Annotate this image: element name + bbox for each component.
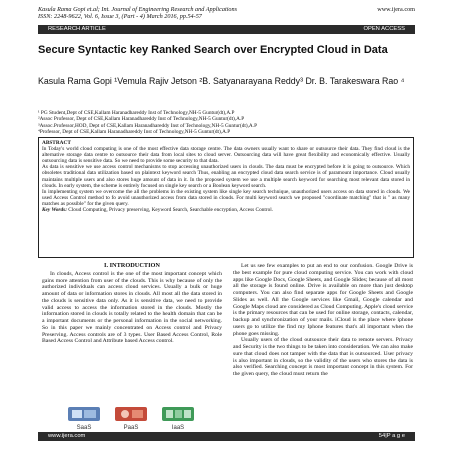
affiliation-2: ²Assoc Professor, Dept of CSE,Kallam Haranadhareddy Inst of Technology,NH-5 Guntur(dt),A.P	[38, 116, 245, 123]
journal-header	[38, 6, 415, 20]
keywords-text: Cloud Computing, Privacy preserving, Keyword Search, Searchable encryption, Access Control.	[68, 207, 274, 214]
abstract-paragraph-2: As data is sensitive we use access control mechanisms to stop accessing unauthorized users in clouds. The data must be encrypted before it is going to outsource. Which obsoletes traditional data utilization based on plaintext keyword search Thus, enabling an encrypted cloud data search service is of paramount importance. Cloud usually maintains multiple users and also stores huge amount of data in it. In the proposed system we use a multiple search keyword for searching most relevant data stored in clouds. In early system, the scheme is entirely focused on single key search or a Boolean keyword search.	[42, 164, 410, 189]
right-paragraph-2: Usually users of the cloud outsource their data to remote servers. Privacy and Security is the two things to be taken into consideration. We can also make sure that cloud does not tamper with the data that is outsourced. User privacy is also important in clouds, so the validity of the users who stores the data is also verified. Searching concept is most important concept in this system. For the given query, the cloud must return the	[233, 337, 413, 377]
abstract-paragraph-1: In Today's world cloud computing is one of the most effective data storage centre. The data owners usually want to share or outsource their data. They find cloud is the alternative storage data centre to outsource their data from local sites to cloud server. Outsourcing data will have great flexibility and economically effective. Usually outsourcing data is sensitive data. So we need to provide some security to that data.	[42, 146, 410, 165]
abstract-paragraph-3: In implementing system we overcome the all the problems in the existing system like single key search technique, unauthorized users access on data stored in clouds. We used Access Control method to fo avoid unauthorized access from data stored in clouds. For multi keyword search we proposed "coordinate matching" that is " as many matches as possible" for the given query.	[42, 188, 410, 207]
figure-label-iaas: IaaS	[171, 425, 185, 431]
page-footer	[38, 432, 415, 441]
figure-label-saas: SaaS	[76, 425, 92, 431]
affiliation-3: ³Assoc.Professor,HOD, Dept of CSE,Kallam Haranadhareddy Inst of Technology,NH-5 Guntur(dt),A.P	[38, 122, 258, 129]
research-article-label: RESEARCH ARTICLE	[48, 26, 106, 32]
left-column	[42, 263, 222, 345]
footer-site-link[interactable]: www.ijera.com	[48, 433, 86, 439]
right-column	[233, 263, 413, 378]
open-access-label: OPEN ACCESS	[363, 26, 405, 32]
right-paragraph-1: Let us see few examples to put an end to our confusion. Google Drive is the best example for pure cloud computing service. You can work with cloud apps like Google Docs, Google Sheets, and Google Slides; because of all most all the storage is found online. Drive is available on more than just desktop computers. You can also find separate apps for Google Sheets and Google Slides as well. All the Google services like Gmail, Google calendar and Google Maps cloud are considered as Cloud Computing. Apple's cloud service is the primary resources that can be used for online storage, contacts, calendar, backup and synchronization of your mails. iCloud is the place where iphone users go to utilize the find my Iphone features that's all important when the phone goes missing.	[233, 263, 413, 337]
citation-line-1: Kasula Rama Gopi et.al; Int. Journal of Engineering Research and Applications	[38, 6, 238, 13]
page-number: 54|P a g e	[378, 433, 405, 439]
figure-label-paas: PaaS	[123, 425, 139, 431]
affiliation-4: ⁴Professor, Dept of CSE,Kallam Haranadhareddy Inst of Technology,NH-5 Guntur(dt),A.P	[38, 129, 231, 136]
paper-title: Secure Syntactic key Ranked Search over Encrypted Cloud in Data	[38, 44, 388, 56]
citation-line-2: ISSN: 2248-9622, Vol. 6, Issue 3, (Part - 4) March 2016, pp.54-57	[38, 13, 202, 21]
section-heading-introduction: I. INTRODUCTION	[104, 262, 160, 269]
affiliations	[38, 110, 418, 136]
journal-site-link[interactable]: www.ijera.com	[377, 6, 415, 13]
abstract-heading: ABSTRACT	[42, 140, 71, 146]
article-banner	[38, 25, 415, 34]
keywords-label: Key Words:	[42, 207, 67, 214]
affiliation-1: ¹ PG Student,Dept of CSE,Kallam Haranadhareddy Inst of Technology,NH-5 Guntur(dt),A.P	[38, 110, 235, 116]
author-list: Kasula Rama Gopi ¹Vemula Rajiv Jetson ²B. Satyanarayana Reddy³ Dr. B. Tarakeswara Rao ⁴	[38, 76, 405, 86]
abstract-box	[38, 137, 414, 258]
cloud-services-figure	[56, 404, 206, 434]
intro-paragraph-1: In clouds, Access control is the one of the most important concept which gains more attention from user of the clouds. This is why because of only the authorized individuals can access cloud services. Usually a bulk or huge amount of data or information stores in clouds. All most all the data stored in the clouds is sensitive data only. As it is sensitive data, we need to provide valid access to access the information stored in the clouds. Mostly the information stored in clouds is totally related to the health domain that can be a important documents or the personal information in the social networking. So in this paper we mainly concentrated on Access control and Privacy Preserving. Access controls are of 3 types. User Based Access Control, Role Based Access Control and Attribute based Access control.	[42, 270, 222, 345]
